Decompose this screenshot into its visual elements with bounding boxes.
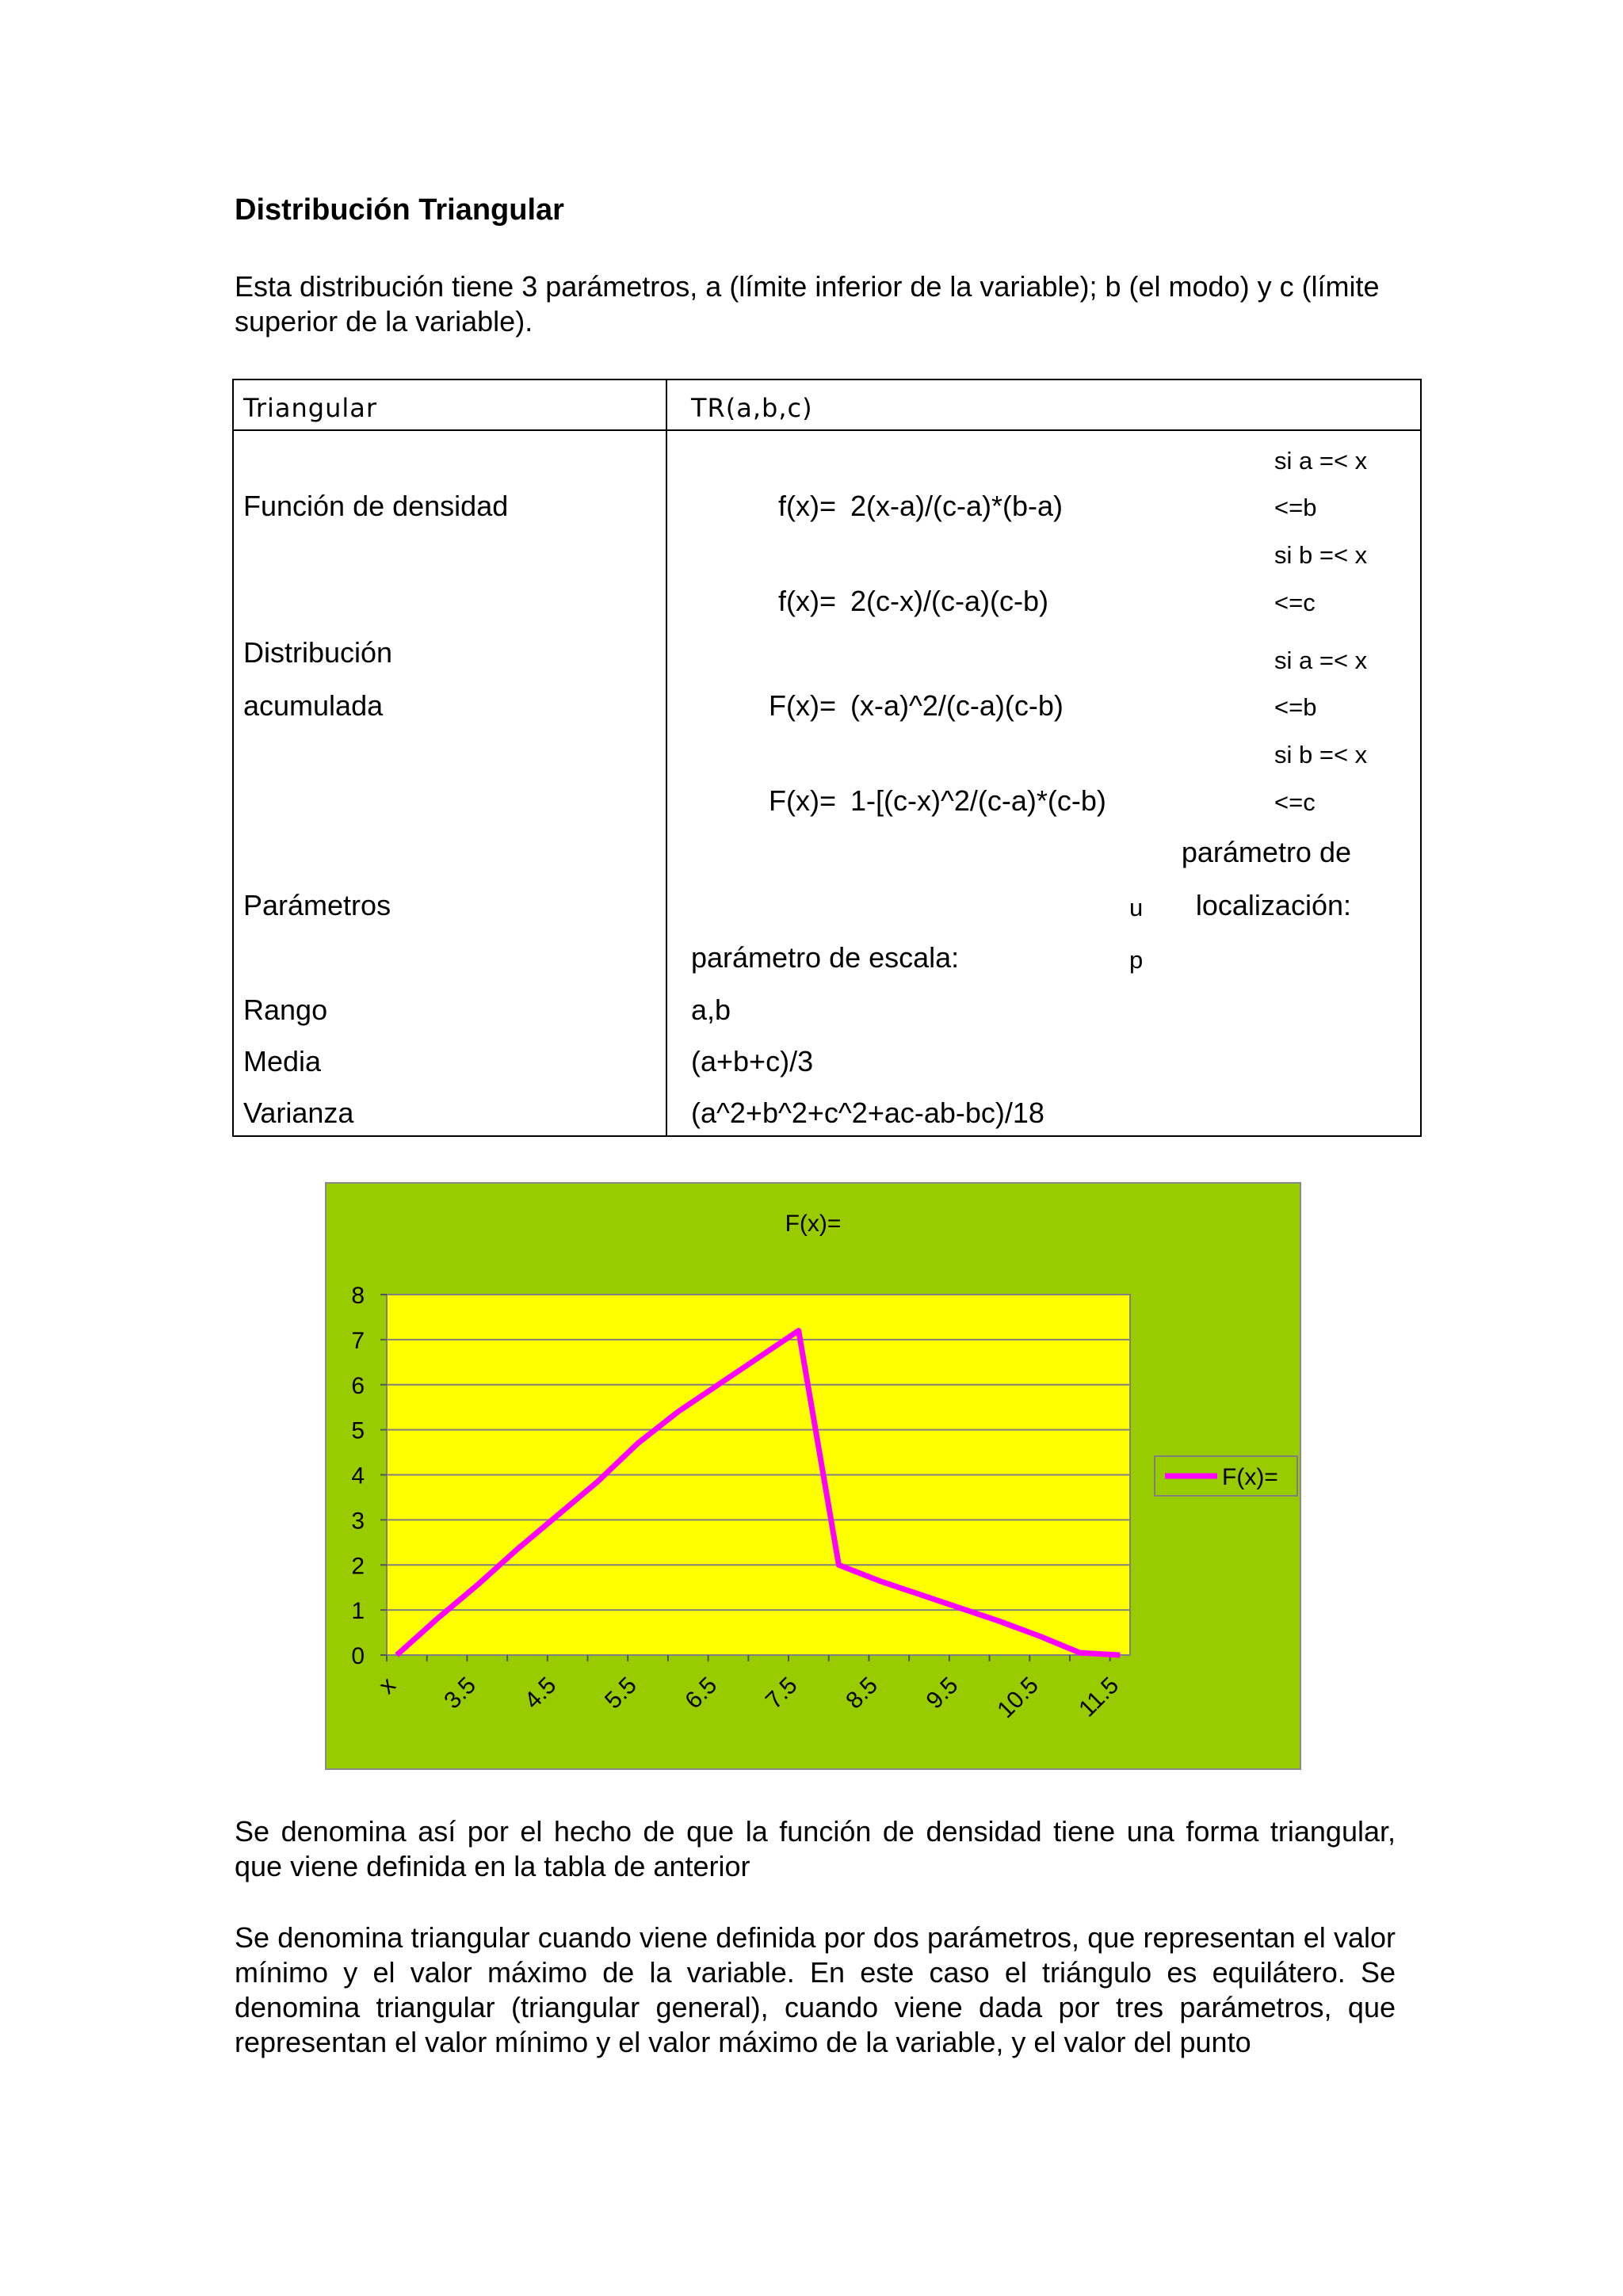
- x-tick-label: 8.5: [841, 1672, 884, 1714]
- chart-title: F(x)=: [785, 1211, 842, 1237]
- cdf-cond2-1: <=b: [1274, 693, 1317, 721]
- y-tick-label: 0: [351, 1643, 365, 1669]
- cdf-lhs-2: F(x)=: [769, 784, 836, 817]
- cdf-rhs-1: (x-a)^2/(c-a)(c-b): [850, 689, 1064, 722]
- y-tick-label: 2: [351, 1553, 365, 1580]
- x-tick-label: 10.5: [992, 1672, 1044, 1724]
- page-title: Distribución Triangular: [235, 193, 564, 227]
- properties-table: [232, 379, 1422, 1137]
- chart-area: [325, 1182, 1301, 1770]
- density-cond2-1: <=b: [1274, 494, 1317, 521]
- varianza-value: (a^2+b^2+c^2+ac-ab-bc)/18: [691, 1097, 1044, 1129]
- scale-symbol: p: [1129, 946, 1144, 974]
- y-tick-label: 7: [351, 1327, 365, 1354]
- x-tick-label: 3.5: [439, 1672, 482, 1714]
- table-header-notation: TR(a,b,c): [691, 393, 813, 423]
- legend-label: F(x)=: [1222, 1464, 1278, 1490]
- cdf-lhs-1: F(x)=: [769, 689, 836, 722]
- scale-param-label: parámetro de escala:: [691, 941, 960, 974]
- x-tick-label: 4.5: [519, 1672, 562, 1714]
- density-cond1-1: si a =< x: [1274, 447, 1368, 475]
- rango-label: Rango: [243, 994, 328, 1026]
- header-separator: [234, 429, 1420, 431]
- density-cond1-2: si b =< x: [1274, 541, 1368, 569]
- loc-symbol: u: [1129, 894, 1144, 921]
- x-tick-label: x: [373, 1672, 401, 1699]
- y-tick-label: 1: [351, 1598, 365, 1625]
- cdf-label-line2: acumulada: [243, 689, 384, 722]
- cdf-label-line1: Distribución: [243, 636, 393, 669]
- density-label: Función de densidad: [243, 490, 509, 522]
- intro-paragraph: Esta distribución tiene 3 parámetros, a (límite inferior de la variable); b (el modo) y c (límite superior de la variable).: [235, 270, 1380, 338]
- cdf-rhs-2: 1-[(c-x)^2/(c-a)*(c-b): [850, 784, 1106, 817]
- params-label: Parámetros: [243, 889, 391, 921]
- x-tick-label: 7.5: [760, 1672, 803, 1714]
- x-tick-label: 9.5: [921, 1672, 964, 1714]
- density-rhs-2: 2(c-x)/(c-a)(c-b): [850, 585, 1048, 617]
- y-tick-label: 3: [351, 1508, 365, 1535]
- rango-value: a,b: [691, 994, 731, 1026]
- body-paragraph-2: Se denomina triangular cuando viene definida por dos parámetros, que representan el valor mínimo y el valor máximo de la variable. En este caso el triángulo es equilátero. Se denomina triangular (triangular general), cuando viene dada por tres parámetros, que representan el valor mínimo y el valor máximo de la variable, y el valor del punto: [235, 1921, 1396, 2058]
- y-tick-label: 6: [351, 1372, 365, 1399]
- x-tick-label: 6.5: [680, 1672, 723, 1714]
- loc-param-line1: parámetro de: [1181, 836, 1351, 868]
- media-value: (a+b+c)/3: [691, 1045, 814, 1077]
- y-tick-label: 8: [351, 1283, 365, 1309]
- cdf-cond1-2: si b =< x: [1274, 741, 1368, 769]
- body-paragraph-1: Se denomina así por el hecho de que la función de densidad tiene una forma triangular, que viene definida en la tabla de anterior: [235, 1815, 1396, 1882]
- cdf-cond1-1: si a =< x: [1274, 646, 1368, 674]
- media-label: Media: [243, 1045, 322, 1077]
- density-lhs-1: f(x)=: [777, 490, 836, 522]
- cdf-cond2-2: <=c: [1274, 788, 1316, 816]
- density-cond2-2: <=c: [1274, 589, 1316, 616]
- y-tick-label: 4: [351, 1463, 365, 1489]
- chart-svg: [327, 1184, 1300, 1768]
- loc-param-line2: localización:: [1195, 889, 1351, 921]
- column-separator: [666, 380, 667, 1135]
- x-tick-label: 11.5: [1074, 1672, 1125, 1722]
- y-tick-label: 5: [351, 1417, 365, 1444]
- table-header-name: Triangular: [243, 393, 378, 423]
- x-tick-label: 5.5: [600, 1672, 642, 1714]
- varianza-label: Varianza: [243, 1097, 354, 1129]
- density-rhs-1: 2(x-a)/(c-a)*(b-a): [850, 490, 1064, 522]
- density-lhs-2: f(x)=: [777, 585, 836, 617]
